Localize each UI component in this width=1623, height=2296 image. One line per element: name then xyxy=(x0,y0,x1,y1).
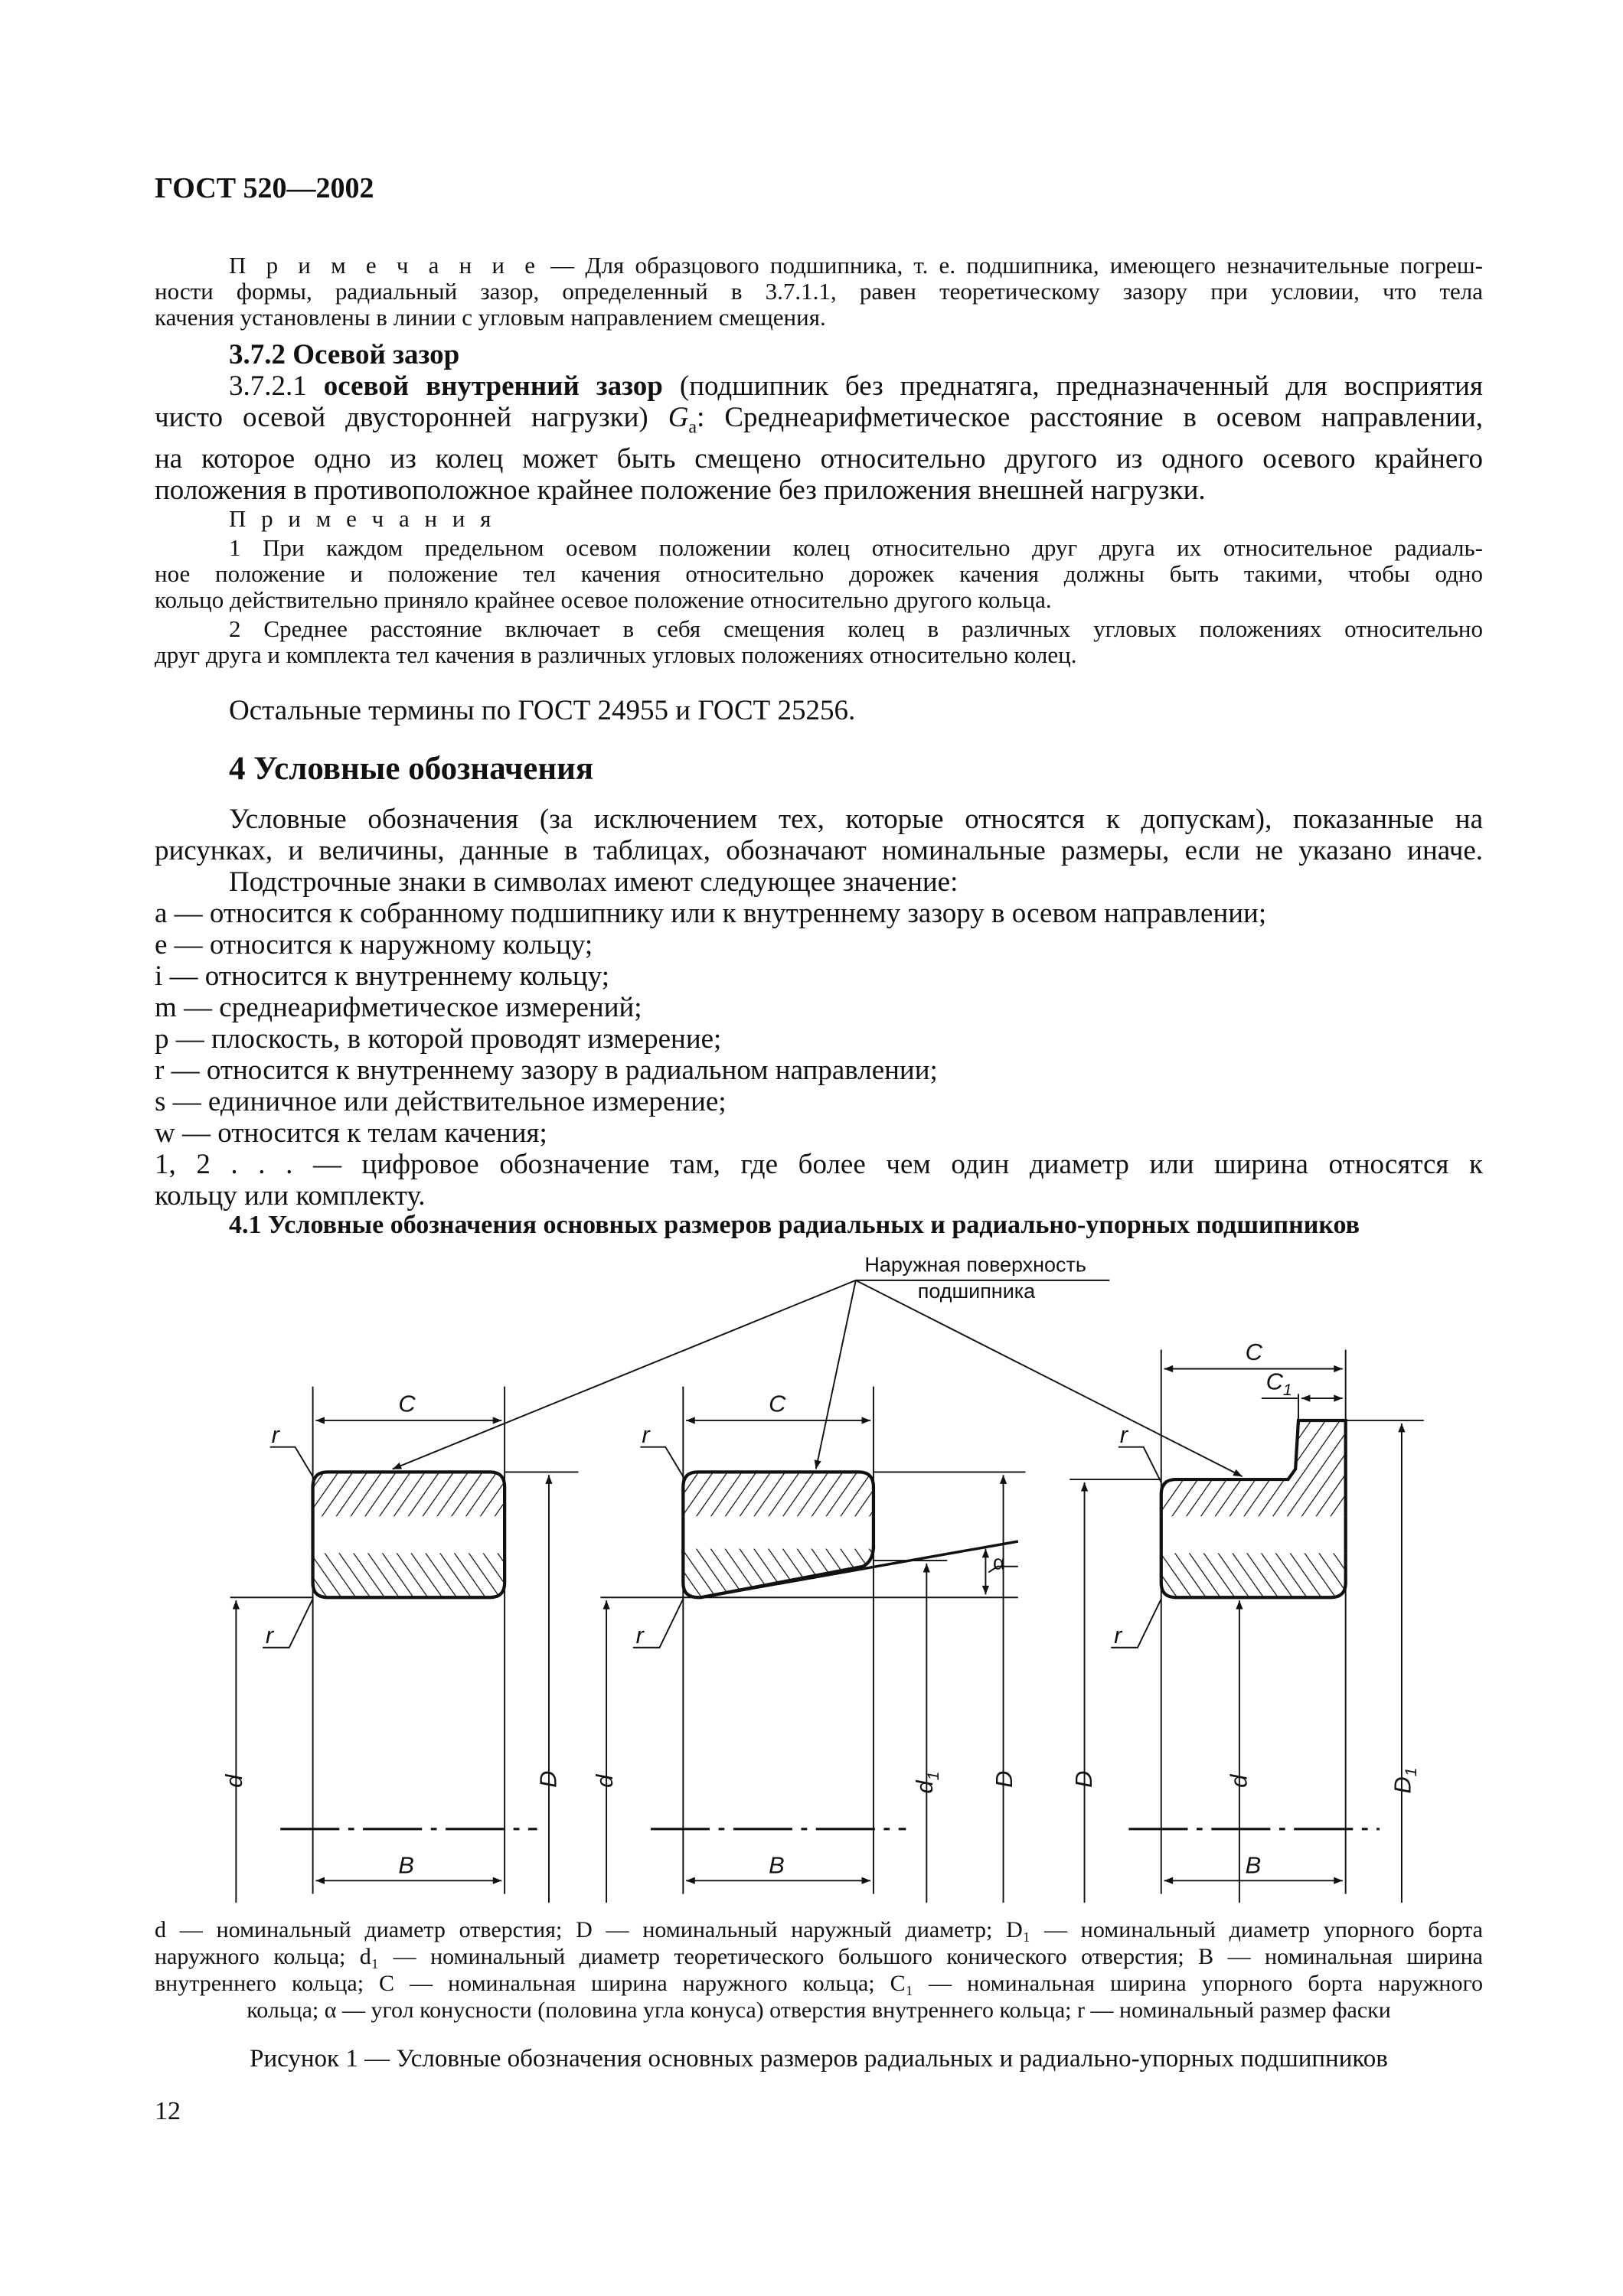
section-4-1-title: 4.1 Условные обозначения основных размеров радиальных и радиально-упорных подшипников xyxy=(229,1211,1360,1239)
term-number: 3.7.2.1 xyxy=(229,370,324,402)
other-terms: Остальные термины по ГОСТ 24955 и ГОСТ 25256. xyxy=(229,695,856,726)
dim-label-d: d xyxy=(590,1774,618,1788)
dim-label-C: C xyxy=(1245,1338,1262,1365)
dim-label-D: D xyxy=(1070,1770,1098,1788)
text: чисто осевой двусторонней нагрузки) xyxy=(155,402,668,433)
dim-label-alpha: α xyxy=(993,1551,1005,1574)
note-2: друг друга и комплекта тел качения в различных угловых положениях относительно колец. xyxy=(155,641,1077,668)
symbol-subscript: a xyxy=(688,417,697,438)
text: (подшипник без преднатяга, предназначенный для восприятия xyxy=(662,370,1483,402)
callout-label: Наружная поверхность xyxy=(864,1253,1086,1277)
dim-label-r: r xyxy=(265,1621,274,1649)
digits-item: 1, 2 . . . — цифровое обозначение там, где более чем один диаметр или ширина относятся к xyxy=(155,1149,1483,1180)
dim-label-D: D xyxy=(991,1770,1018,1788)
dim-label-r: r xyxy=(642,1420,650,1448)
figure-legend xyxy=(155,1916,1483,2024)
note-2: 2 Среднее расстояние включает в себя смещения колец в различных угловых положениях относительно xyxy=(229,615,1483,642)
subscript-item: m — среднеарифметическое измерений; xyxy=(155,992,642,1023)
note-line: качения установлены в линии с угловым направлением смещения. xyxy=(155,304,826,331)
dim-label-B: B xyxy=(1245,1851,1262,1879)
dim-label-d: d xyxy=(220,1774,248,1788)
subscript-item: s — единичное или действительное измерение; xyxy=(155,1086,727,1117)
figure-caption: Рисунок 1 — Условные обозначения основных размеров радиальных и радиально-упорных подшипников xyxy=(250,2045,1388,2073)
text: рисунках, и величины, данные в таблицах, обозначают номинальные размеры, если не указано иначе. xyxy=(155,835,1483,866)
text: : Среднеарифметическое расстояние в осевом направлении, xyxy=(697,402,1484,433)
subscript-item: w — относится к телам качения; xyxy=(155,1117,547,1149)
subscript-item: p — плоскость, в которой проводят измерение; xyxy=(155,1023,722,1055)
dim-label-B: B xyxy=(769,1851,785,1879)
dim-label-C: C xyxy=(769,1390,786,1417)
dim-label-D1: $D_1$ xyxy=(1389,1767,1421,1794)
dim-label-r: r xyxy=(1119,1420,1128,1448)
dim-label-r: r xyxy=(271,1420,279,1448)
page-number: 12 xyxy=(155,2097,181,2125)
section-heading: 3.7.2 Осевой зазор xyxy=(229,339,460,370)
notes-label: П р и м е ч а н и я xyxy=(229,505,496,532)
callout-leaders xyxy=(393,1280,1243,1476)
legend-line: внутреннего кольца; C — номинальная ширина наружного кольца; C₁ — номинальная ширина упорного борта наружного xyxy=(155,1971,1483,1996)
dim-label-d1: $d_1$ xyxy=(911,1771,942,1794)
text: на которое одно из колец может быть смещено относительно другого из одного осевого крайнего xyxy=(155,443,1483,475)
document-id: ГОСТ 520—2002 xyxy=(155,172,374,204)
subscript-item: a — относится к собранному подшипнику или к внутреннему зазору в осевом направлении; xyxy=(155,898,1267,929)
dim-label-C1: $C_1$ xyxy=(1265,1368,1292,1400)
bearing-1 xyxy=(220,1387,578,1903)
note-1: 1 При каждом предельном осевом положении колец относительно друг друга их относительное радиаль- xyxy=(229,534,1483,561)
digits-item: кольцу или комплекту. xyxy=(155,1180,426,1212)
subscript-item: r — относится к внутреннему зазору в радиальном направлении; xyxy=(155,1055,938,1086)
dim-label-r: r xyxy=(635,1621,644,1649)
note-line: ности формы, радиальный зазор, определенный в 3.7.1.1, равен теоретическому зазору при условии, что тела xyxy=(155,278,1483,305)
dim-label-r: r xyxy=(1114,1621,1122,1649)
callout-label: подшипника xyxy=(917,1280,1036,1303)
section-4-title: 4 Условные обозначения xyxy=(229,751,594,787)
subscript-item: i — относится к внутреннему кольцу; xyxy=(155,960,609,992)
dim-label-B: B xyxy=(398,1851,414,1879)
text: Условные обозначения (за исключением тех, которые относятся к допускам), показанные на xyxy=(229,804,1483,835)
bearing-2-tapered-bore xyxy=(591,1387,1026,1903)
subscript-item: e — относится к наружному кольцу; xyxy=(155,929,593,960)
note-line: — Для образцового подшипника, т. е. подшипника, имеющего незначительные погреш- xyxy=(539,252,1483,279)
note-1: кольцо действительно приняло крайнее осевое положение относительно другого кольца. xyxy=(155,586,1052,613)
text: положения в противоположное крайнее положение без приложения внешней нагрузки. xyxy=(155,475,1206,507)
symbol: G xyxy=(668,402,689,433)
text: Подстрочные знаки в символах имеют следующее значение: xyxy=(229,866,958,898)
bearing-3-flanged xyxy=(1069,1339,1424,1903)
dim-label-D: D xyxy=(534,1770,562,1788)
dim-label-C: C xyxy=(398,1390,416,1417)
term: осевой внутренний зазор xyxy=(323,370,663,402)
note-1: ное положение и положение тел качения относительно дорожек качения должны быть такими, чтобы одно xyxy=(155,560,1483,587)
dim-label-d: d xyxy=(1225,1774,1252,1788)
note-label: П р и м е ч а н и е xyxy=(229,252,540,279)
legend-line: d — номинальный диаметр отверстия; D — номинальный наружный диаметр; D₁ — номинальный диаметр упорного борта xyxy=(155,1917,1483,1942)
legend-line: наружного кольца; d₁ — номинальный диаметр теоретического большого конического отверстия; B — номинальная ширина xyxy=(155,1944,1483,1969)
legend-line: кольца; α — угол конусности (половина угла конуса) отверстия внутреннего кольца; r — номинальный размер фаски xyxy=(247,1998,1391,2023)
